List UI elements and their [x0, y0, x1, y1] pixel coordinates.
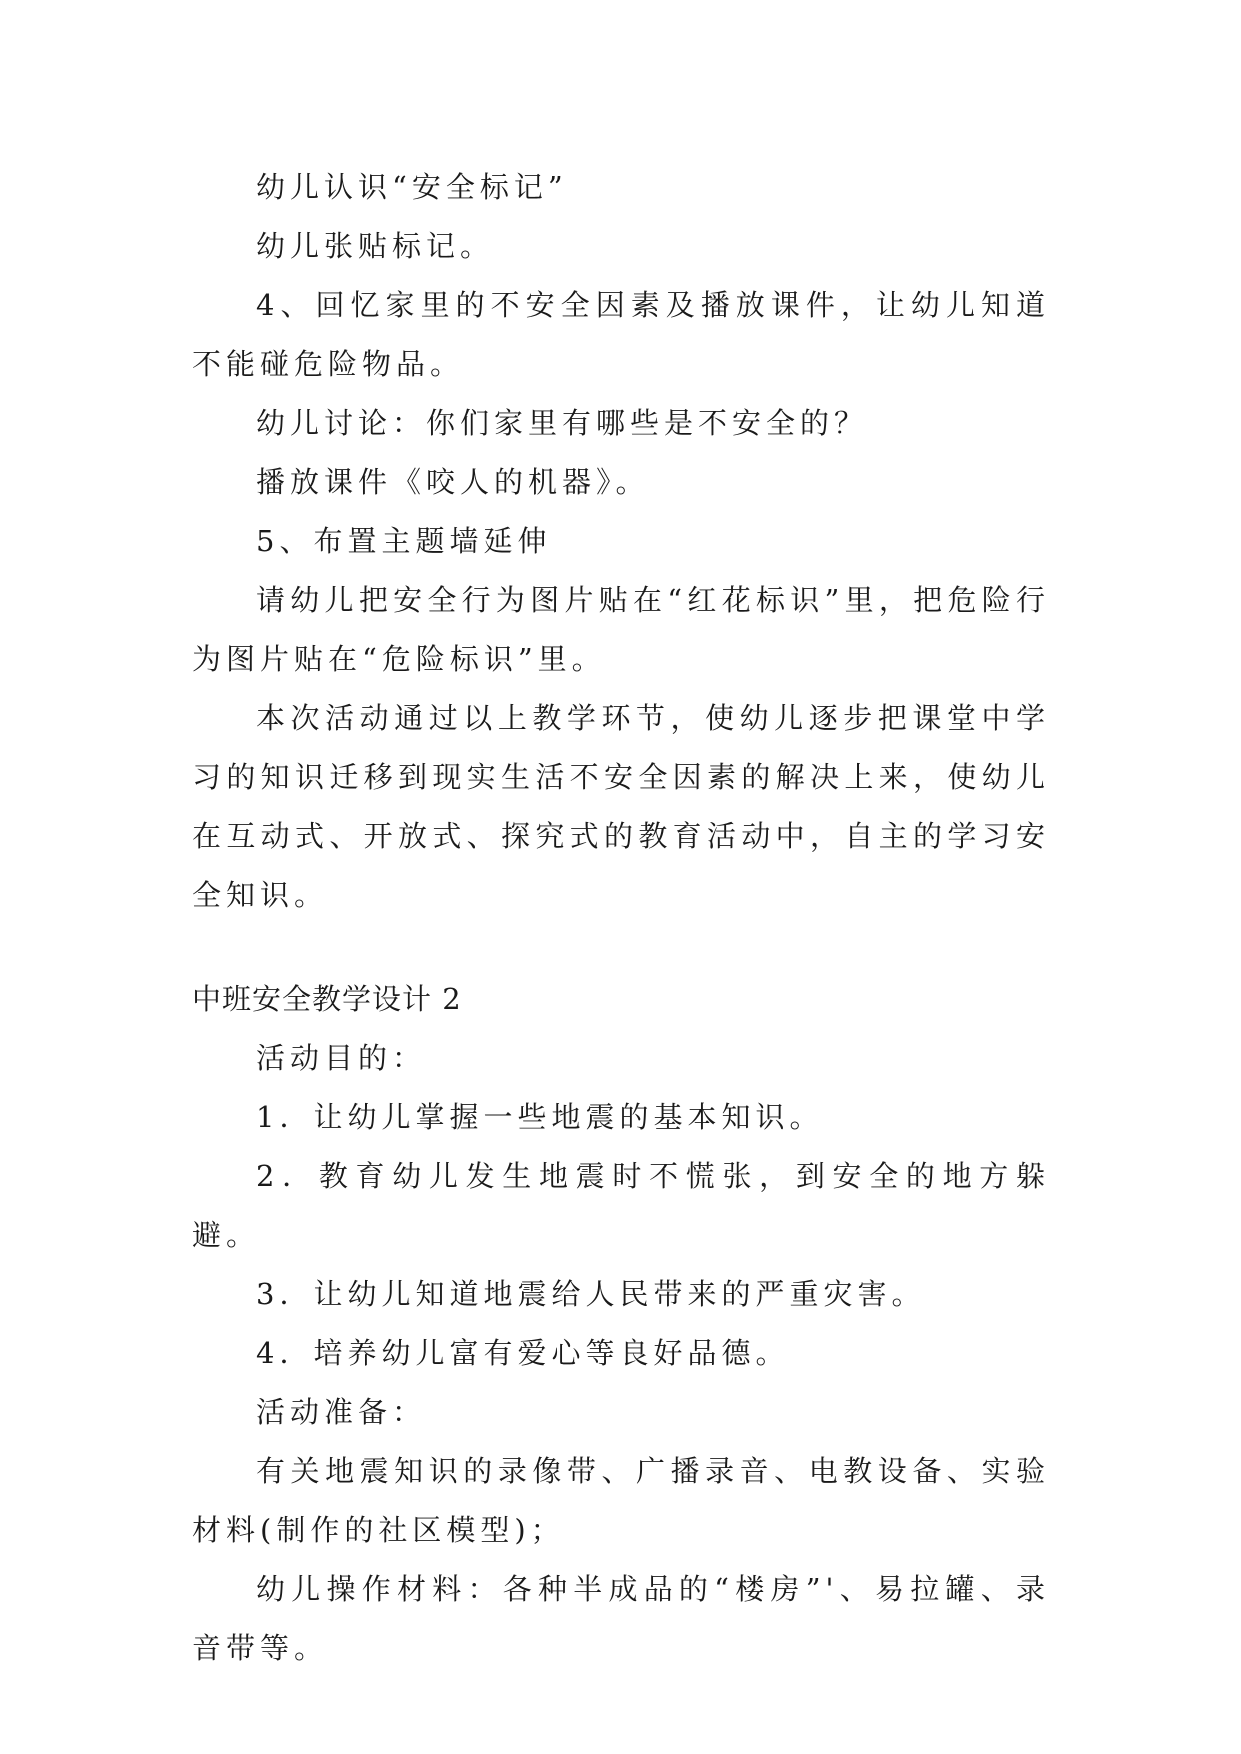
paragraph: 1．让幼儿掌握一些地震的基本知识。 — [256, 1100, 824, 1134]
paragraph: 2．教育幼儿发生地震时不慌张，到安全的地方躲避。 — [192, 1159, 1050, 1252]
paragraph: 请幼儿把安全行为图片贴在“红花标识”里，把危险行为图片贴在“危险标识”里。 — [192, 583, 1050, 676]
paragraph: 5、布置主题墙延伸 — [256, 524, 552, 558]
paragraph: 3．让幼儿知道地震给人民带来的严重灾害。 — [256, 1277, 926, 1311]
paragraph: 活动目的： — [256, 1041, 427, 1075]
paragraph: 播放课件《咬人的机器》。 — [256, 465, 650, 499]
paragraph: 幼儿操作材料：各种半成品的“楼房”'、易拉罐、录音带等。 — [192, 1572, 1050, 1665]
paragraph: 幼儿认识“安全标记” — [256, 170, 568, 204]
paragraph: 4．培养幼儿富有爱心等良好品德。 — [256, 1336, 790, 1370]
paragraph: 有关地震知识的录像带、广播录音、电教设备、实验材料(制作的社区模型)； — [192, 1454, 1050, 1547]
paragraph: 幼儿讨论：你们家里有哪些是不安全的？ — [256, 406, 869, 440]
section-title: 中班安全教学设计 2 — [192, 982, 462, 1016]
document-page — [192, 158, 1050, 1678]
paragraph: 幼儿张贴标记。 — [256, 229, 495, 263]
paragraph: 活动准备： — [256, 1395, 427, 1429]
paragraph: 本次活动通过以上教学环节，使幼儿逐步把课堂中学习的知识迁移到现实生活不安全因素的解决上来，使幼儿在互动式、开放式、探究式的教育活动中，自主的学习安全知识。 — [192, 701, 1050, 912]
paragraph: 4、回忆家里的不安全因素及播放课件，让幼儿知道不能碰危险物品。 — [192, 288, 1050, 381]
